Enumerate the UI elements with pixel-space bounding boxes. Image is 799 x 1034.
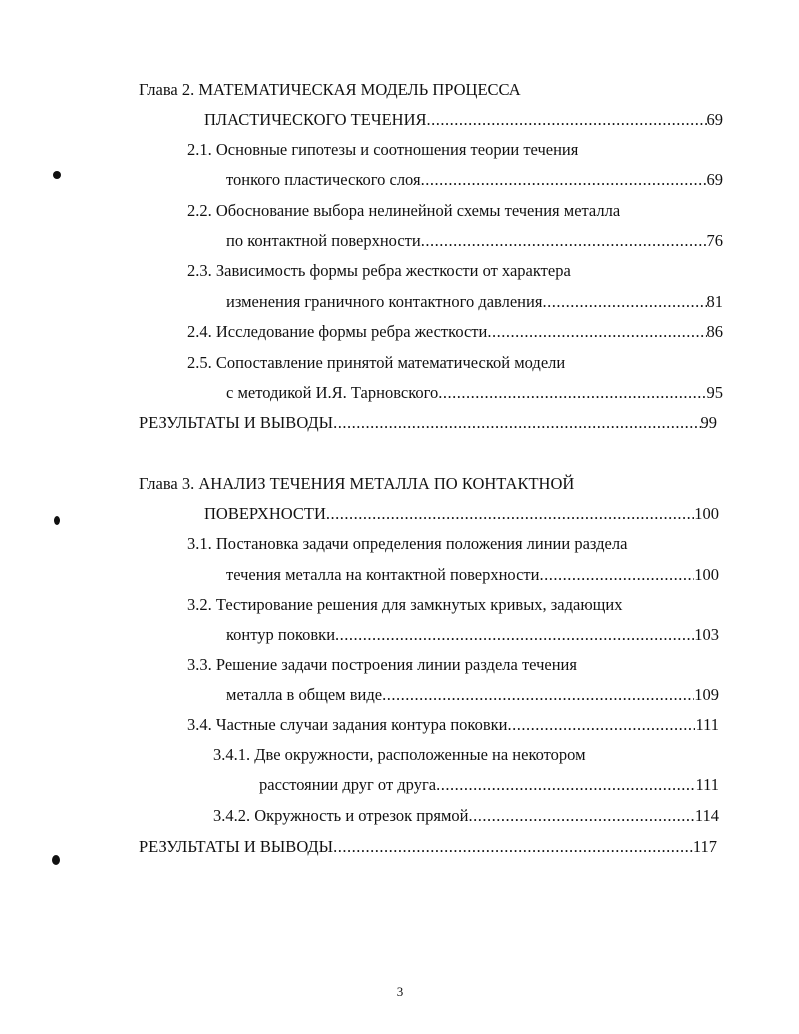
scan-spot (53, 171, 61, 179)
section-3-3-entry (226, 684, 719, 706)
section-2-4-line1: 2.4. Исследование формы ребра жесткости (187, 322, 488, 341)
section-3-1-line2: течения металла на контактной поверхности (226, 565, 540, 584)
section-2-5-line2: с методикой И.Я. Тарновского (226, 383, 439, 402)
section-3-4-1-line1: 3.4.1. Две окружности, расположенные на некотором (213, 745, 586, 764)
leader-dots (382, 684, 694, 706)
leader-dots (542, 291, 706, 313)
section-2-3-line1: 2.3. Зависимость формы ребра жесткости от характера (187, 261, 571, 280)
chapter3-page: 100 (694, 504, 719, 523)
leader-dots (326, 503, 694, 525)
chapter2-results-page: 99 (700, 413, 717, 432)
section-2-1-page: 69 (706, 170, 723, 189)
page-number: 3 (396, 984, 404, 999)
section-3-2-page: 103 (694, 625, 719, 644)
leader-dots (333, 836, 693, 858)
chapter3-title-line1: Глава 3. АНАЛИЗ ТЕЧЕНИЯ МЕТАЛЛА ПО КОНТАКТНОЙ (139, 474, 575, 493)
leader-dots (421, 230, 707, 252)
chapter3-title (139, 473, 574, 495)
section-3-4-entry (187, 714, 719, 736)
leader-dots (426, 109, 706, 131)
section-3-4-line1: 3.4. Частные случаи задания контура поковки (187, 715, 508, 734)
section-2-3-line2: изменения граничного контактного давления (226, 292, 543, 311)
section-3-4-2-line1: 3.4.2. Окружность и отрезок прямой (213, 806, 469, 825)
section-3-4-page: 111 (695, 715, 719, 734)
section-3-4-1-line2: расстоянии друг от друга (259, 775, 437, 794)
leader-dots (335, 624, 694, 646)
section-3-4-1-page: 111 (695, 775, 719, 794)
chapter2-title (139, 79, 521, 101)
section-3-3-line1: 3.3. Решение задачи построения линии раздела течения (187, 655, 577, 674)
section-3-1-entry (226, 564, 719, 586)
leader-dots (539, 564, 694, 586)
section-2-2-entry (226, 230, 723, 252)
leader-dots (469, 805, 695, 827)
section-2-3-entry (226, 291, 723, 313)
section-3-3-page: 109 (694, 685, 719, 704)
section-2-1-line2: тонкого пластического слоя (226, 170, 421, 189)
section-3-2-entry (226, 624, 719, 646)
leader-dots (436, 774, 695, 796)
chapter3-title-line2: ПОВЕРХНОСТИ (204, 504, 326, 523)
section-3-1-page: 100 (694, 565, 719, 584)
section-3-1-line1: 3.1. Постановка задачи определения положения линии раздела (187, 534, 628, 553)
chapter2-results-entry (139, 412, 717, 434)
section-2-2-page: 76 (706, 231, 723, 250)
chapter2-page: 69 (706, 110, 723, 129)
section-2-4-entry (187, 321, 723, 343)
leader-dots (508, 714, 696, 736)
section-3-2-line1: 3.2. Тестирование решения для замкнутых кривых, задающих (187, 595, 623, 614)
leader-dots (487, 321, 706, 343)
section-2-5-page: 95 (706, 383, 723, 402)
scan-spot (54, 516, 60, 525)
section-3-3-line2: металла в общем виде (226, 685, 383, 704)
chapter3-title-entry (204, 503, 719, 525)
section-3-2-line2: контур поковки (226, 625, 336, 644)
chapter2-title-line2: ПЛАСТИЧЕСКОГО ТЕЧЕНИЯ (204, 110, 427, 129)
section-2-5-entry (226, 382, 723, 404)
chapter3-results-page: 117 (692, 837, 717, 856)
section-2-2-line2: по контактной поверхности (226, 231, 421, 250)
chapter2-title-line1: Глава 2. МАТЕМАТИЧЕСКАЯ МОДЕЛЬ ПРОЦЕССА (139, 80, 521, 99)
leader-dots (438, 382, 706, 404)
section-2-3-page: 81 (706, 292, 723, 311)
leader-dots (421, 169, 707, 191)
section-2-5-line1: 2.5. Сопоставление принятой математической модели (187, 353, 566, 372)
section-3-4-2-entry (213, 805, 719, 827)
chapter3-results-label: РЕЗУЛЬТАТЫ И ВЫВОДЫ (139, 837, 334, 856)
section-2-1-entry (226, 169, 723, 191)
chapter2-results-label: РЕЗУЛЬТАТЫ И ВЫВОДЫ (139, 413, 334, 432)
chapter2-title-entry (204, 109, 723, 131)
section-3-4-1-entry (259, 774, 719, 796)
section-2-2-line1: 2.2. Обоснование выбора нелинейной схемы течения металла (187, 201, 621, 220)
chapter3-results-entry (139, 836, 717, 858)
section-3-4-2-page: 114 (694, 806, 719, 825)
leader-dots (333, 412, 700, 434)
section-2-4-page: 86 (706, 322, 723, 341)
scan-spot (52, 855, 60, 865)
section-2-1-line1: 2.1. Основные гипотезы и соотношения теории течения (187, 140, 579, 159)
